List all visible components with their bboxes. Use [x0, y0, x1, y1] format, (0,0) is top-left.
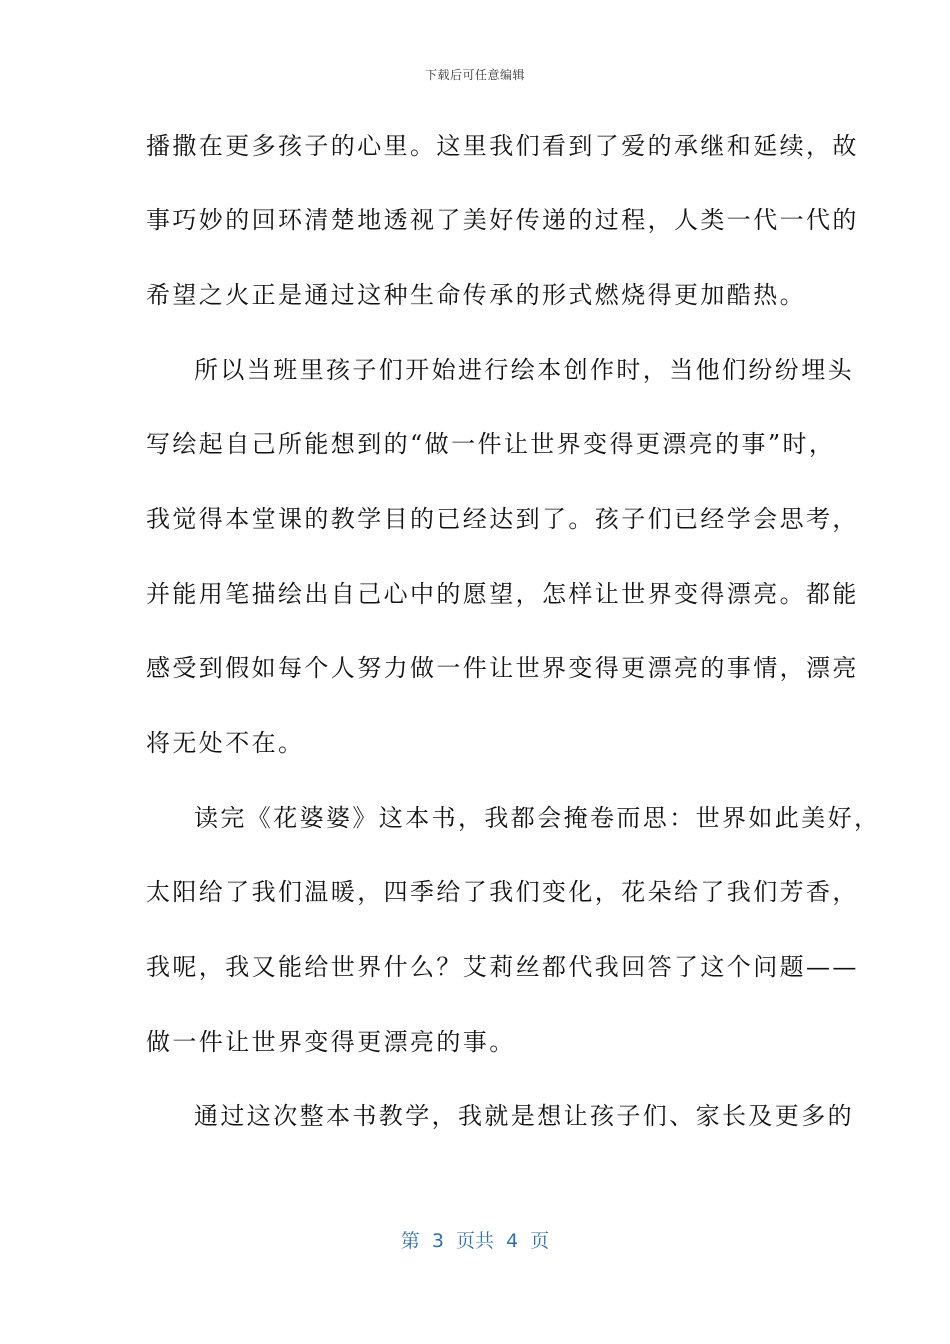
text-line: 并能用笔描绘出自己心中的愿望，怎样让世界变得漂亮。都能 [146, 580, 859, 608]
page-number: 第 3 页共 4 页 [400, 1230, 550, 1252]
text-line: 将无处不在。 [146, 729, 305, 757]
text-line: 我呢，我又能给世界什么？艾莉丝都代我回答了这个问题—— [146, 953, 859, 981]
text-line: 做一件让世界变得更漂亮的事。 [146, 1028, 516, 1056]
text-line: 读完《花婆婆》这本书，我都会掩卷而思：世界如此美好， [194, 804, 881, 832]
text-line: 所以当班里孩子们开始进行绘本创作时，当他们纷纷埋头 [194, 356, 854, 384]
text-line: 事巧妙的回环清楚地透视了美好传递的过程，人类一代一代的 [146, 206, 859, 234]
header-note: 下载后可任意编辑 [424, 68, 525, 82]
text-line: 写绘起自己所能想到的“做一件让世界变得更漂亮的事”时， [146, 430, 836, 458]
text-line: 我觉得本堂课的教学目的已经达到了。孩子们已经学会思考， [146, 505, 859, 533]
text-line: 太阳给了我们温暖，四季给了我们变化，花朵给了我们芳香， [146, 878, 859, 906]
text-line: 通过这次整本书教学，我就是想让孩子们、家长及更多的 [194, 1102, 854, 1130]
text-line: 播撒在更多孩子的心里。这里我们看到了爱的承继和延续，故 [146, 132, 859, 160]
text-line: 感受到假如每个人努力做一件让世界变得更漂亮的事情，漂亮 [146, 654, 859, 682]
text-line: 希望之火正是通过这种生命传承的形式燃烧得更加酷热。 [146, 281, 806, 309]
